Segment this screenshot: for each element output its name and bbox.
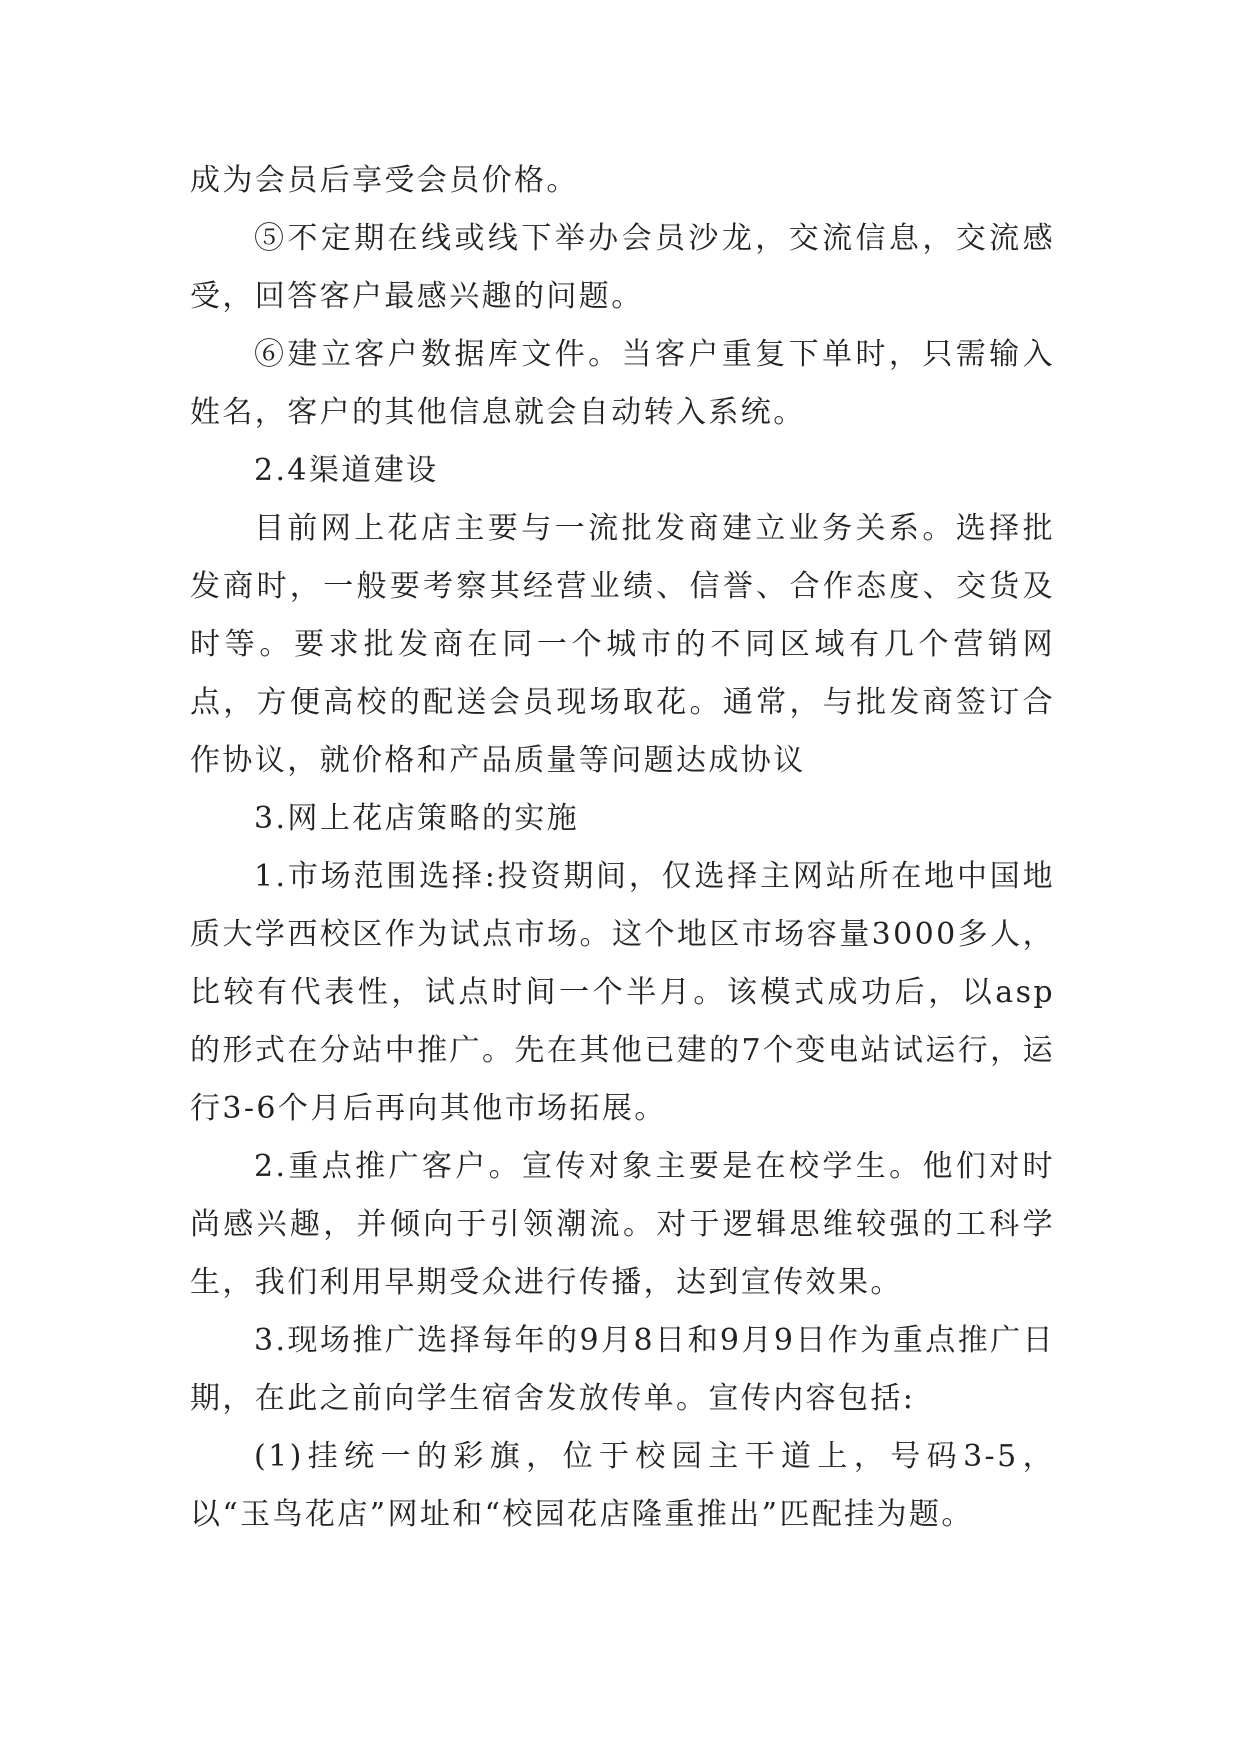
paragraph-item-6: ⑥建立客户数据库文件。当客户重复下单时，只需输入姓名，客户的其他信息就会自动转入系统。 bbox=[190, 337, 1055, 430]
section-heading-2-4: 2.4渠道建设 bbox=[254, 453, 439, 488]
document-body bbox=[190, 152, 1055, 1544]
paragraph-key-customers: 2.重点推广客户。宣传对象主要是在校学生。他们对时尚感兴趣，并倾向于引领潮流。对于逻辑思维较强的工科学生，我们利用早期受众进行传播，达到宣传效果。 bbox=[190, 1149, 1055, 1300]
paragraph-item-1: (1)挂统一的彩旗，位于校园主干道上，号码3-5，以“玉鸟花店”网址和“校园花店隆重推出”匹配挂为题。 bbox=[190, 1439, 1055, 1532]
paragraph-channel-building: 目前网上花店主要与一流批发商建立业务关系。选择批发商时，一般要考察其经营业绩、信誉、合作态度、交货及时等。要求批发商在同一个城市的不同区域有几个营销网点，方便高校的配送会员现场取花。通常，与批发商签订合作协议，就价格和产品质量等问题达成协议 bbox=[190, 511, 1055, 778]
paragraph-onsite-promotion: 3.现场推广选择每年的9月8日和9月9日作为重点推广日期，在此之前向学生宿舍发放传单。宣传内容包括: bbox=[190, 1323, 1055, 1416]
paragraph-market-scope: 1.市场范围选择:投资期间，仅选择主网站所在地中国地质大学西校区作为试点市场。这个地区市场容量3000多人，比较有代表性，试点时间一个半月。该模式成功后，以asp的形式在分站中推广。先在其他已建的7个变电站试运行，运行3-6个月后再向其他市场拓展。 bbox=[190, 859, 1055, 1126]
section-heading-3: 3.网上花店策略的实施 bbox=[254, 801, 580, 836]
paragraph-continuation: 成为会员后享受会员价格。 bbox=[190, 163, 579, 198]
paragraph-item-5: ⑤不定期在线或线下举办会员沙龙，交流信息，交流感受，回答客户最感兴趣的问题。 bbox=[190, 221, 1055, 314]
